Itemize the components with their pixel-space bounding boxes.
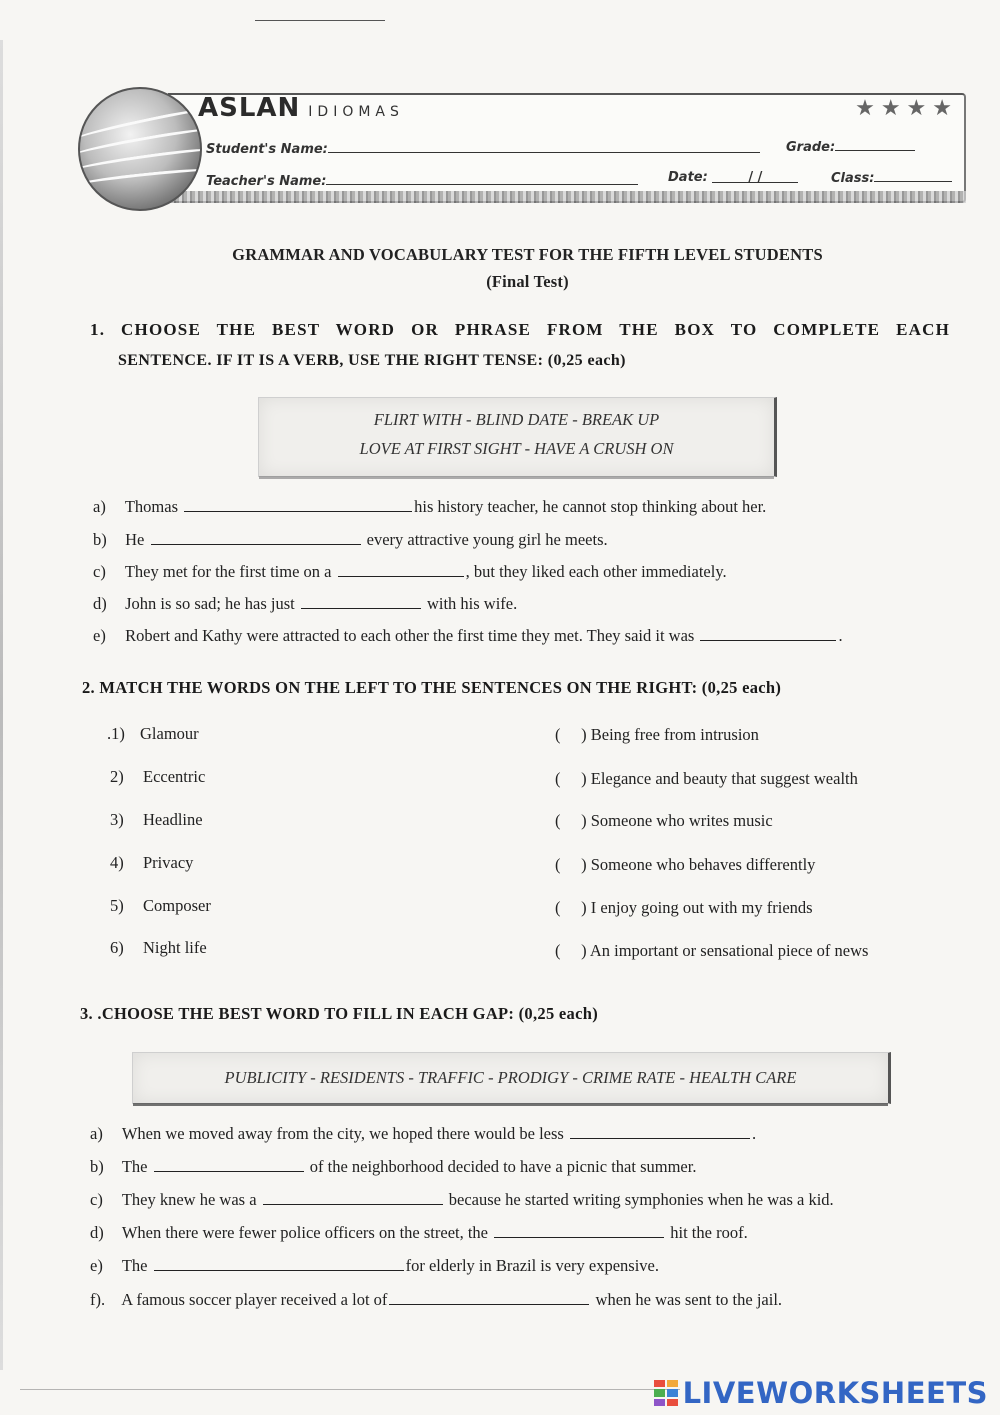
- answer-blank[interactable]: [301, 594, 421, 609]
- item-text-pre: A famous soccer player received a lot of: [121, 1290, 388, 1309]
- item-text-pre: Thomas: [124, 497, 178, 516]
- grade-field[interactable]: [786, 138, 915, 155]
- teacher-name-field[interactable]: [206, 172, 638, 189]
- s3-item-c: [90, 1190, 834, 1210]
- header-stripe: [168, 191, 966, 203]
- globe-logo-icon: [78, 87, 202, 211]
- student-name-line[interactable]: [328, 140, 760, 153]
- logo-square: [654, 1380, 665, 1387]
- class-field[interactable]: [831, 169, 952, 186]
- match-left-5: [110, 896, 211, 916]
- liveworksheets-watermark: [654, 1376, 988, 1410]
- match-answer-input[interactable]: ( ): [555, 855, 587, 874]
- match-word: Eccentric: [143, 767, 206, 786]
- s3-item-f: [90, 1290, 782, 1310]
- s1-item-e: [93, 626, 843, 646]
- answer-blank[interactable]: [263, 1190, 443, 1205]
- logo-square: [667, 1389, 678, 1396]
- item-text-post: hit the roof.: [670, 1223, 748, 1242]
- match-answer-input[interactable]: ( ): [555, 769, 587, 788]
- item-text-pre: When we moved away from the city, we hoped there would be less: [121, 1124, 564, 1143]
- answer-blank[interactable]: [570, 1124, 750, 1139]
- match-definition: Someone who writes music: [590, 811, 773, 830]
- item-label: f).: [90, 1290, 106, 1309]
- s3-item-b: [90, 1157, 696, 1177]
- class-label: Class:: [831, 171, 875, 186]
- match-left-6: [110, 938, 207, 958]
- match-word: Composer: [143, 896, 211, 915]
- item-text-post: because he started writing symphonies when he was a kid.: [448, 1190, 834, 1209]
- match-word: Night life: [143, 938, 207, 957]
- student-name-label: Student's Name:: [206, 142, 328, 157]
- brand-subtitle: IDIOMAS: [308, 104, 404, 120]
- match-word: Privacy: [143, 853, 194, 872]
- section1-word-box: [258, 397, 777, 477]
- match-definition: Being free from intrusion: [590, 725, 759, 744]
- answer-blank[interactable]: [700, 626, 836, 641]
- date-line[interactable]: / /: [712, 170, 798, 183]
- section3-word-box: PUBLICITY - RESIDENTS - TRAFFIC - PRODIGY - CRIME RATE - HEALTH CARE: [132, 1052, 891, 1104]
- match-right-6: [555, 941, 868, 961]
- s3-item-a: [90, 1124, 756, 1144]
- match-num: 3): [110, 810, 124, 829]
- rating-stars-icon: ★★★★: [855, 95, 958, 120]
- match-right-1: [555, 725, 759, 745]
- item-text-post: , but they liked each other immediately.: [465, 562, 727, 581]
- date-label: Date:: [668, 170, 708, 185]
- item-label: c): [90, 1190, 103, 1209]
- item-text-pre: Robert and Kathy were attracted to each other the first time they met. They said it was: [125, 626, 695, 645]
- grade-label: Grade:: [786, 140, 836, 155]
- section2-title: 2. MATCH THE WORDS ON THE LEFT TO THE SENTENCES ON THE RIGHT: (0,25 each): [82, 678, 782, 697]
- match-word: Headline: [143, 810, 203, 829]
- item-label: e): [90, 1256, 103, 1275]
- s3-item-e: [90, 1256, 659, 1276]
- word-box-line-1: FLIRT WITH - BLIND DATE - BREAK UP: [373, 410, 660, 429]
- liveworksheets-wordmark: LIVEWORKSHEETS: [682, 1376, 988, 1410]
- liveworksheets-logo-icon: [654, 1380, 678, 1406]
- match-num: 2): [110, 767, 124, 786]
- item-text-post: when he was sent to the jail.: [595, 1290, 783, 1309]
- item-text-post: .: [838, 626, 843, 645]
- item-label: b): [90, 1157, 104, 1176]
- item-text-post: for elderly in Brazil is very expensive.: [405, 1256, 659, 1275]
- item-text-pre: The: [121, 1256, 148, 1275]
- class-line[interactable]: [874, 169, 952, 182]
- match-num: 4): [110, 853, 124, 872]
- grade-line[interactable]: [835, 138, 915, 151]
- test-title: GRAMMAR AND VOCABULARY TEST FOR THE FIFTH LEVEL STUDENTS: [232, 245, 823, 264]
- match-answer-input[interactable]: ( ): [555, 941, 587, 960]
- item-label: a): [93, 497, 106, 516]
- answer-blank[interactable]: [154, 1157, 304, 1172]
- item-label: a): [90, 1124, 103, 1143]
- match-right-4: [555, 855, 815, 875]
- teacher-name-line[interactable]: [326, 172, 638, 185]
- item-label: c): [93, 562, 106, 581]
- test-subtitle: (Final Test): [486, 272, 569, 291]
- item-text-pre: They met for the first time on a: [124, 562, 332, 581]
- item-text-pre: When there were fewer police officers on the street, the: [121, 1223, 489, 1242]
- top-rule: [255, 20, 385, 21]
- item-text-pre: They knew he was a: [121, 1190, 257, 1209]
- match-num: .1): [107, 724, 125, 743]
- teacher-name-label: Teacher's Name:: [206, 174, 327, 189]
- match-definition: An important or sensational piece of news: [589, 941, 869, 960]
- match-right-2: [555, 769, 858, 789]
- item-label: d): [90, 1223, 104, 1242]
- brand-logo: [198, 93, 404, 123]
- answer-blank[interactable]: [151, 530, 361, 545]
- date-field[interactable]: [668, 170, 798, 185]
- s1-item-a: [93, 497, 766, 517]
- item-text-pre: He: [125, 530, 145, 549]
- word-box-line-2: LOVE AT FIRST SIGHT - HAVE A CRUSH ON: [359, 439, 674, 458]
- answer-blank[interactable]: [338, 562, 464, 577]
- match-num: 5): [110, 896, 124, 915]
- s1-item-d: [93, 594, 517, 614]
- student-name-field[interactable]: [206, 140, 760, 157]
- match-definition: Elegance and beauty that suggest wealth: [590, 769, 858, 788]
- item-label: d): [93, 594, 107, 613]
- item-text-post: .: [751, 1124, 757, 1143]
- match-left-2: [110, 767, 205, 787]
- match-right-5: [555, 898, 813, 918]
- match-left-1: [107, 724, 199, 744]
- bottom-rule: [20, 1389, 680, 1390]
- item-text-post: his history teacher, he cannot stop thinking about her.: [414, 497, 767, 516]
- logo-square: [654, 1389, 665, 1396]
- section1-title-cont: SENTENCE. IF IT IS A VERB, USE THE RIGHT TENSE: (0,25 each): [118, 352, 626, 369]
- answer-blank[interactable]: [389, 1290, 589, 1305]
- school-header: [78, 87, 966, 209]
- match-right-3: [555, 811, 773, 831]
- item-text-post: every attractive young girl he meets.: [366, 530, 608, 549]
- item-text-pre: John is so sad; he has just: [125, 594, 295, 613]
- section3-title: 3. .CHOOSE THE BEST WORD TO FILL IN EACH GAP: (0,25 each): [80, 1004, 598, 1023]
- match-answer-input[interactable]: ( ): [555, 811, 587, 830]
- item-text-post: with his wife.: [426, 594, 518, 613]
- match-word: Glamour: [140, 724, 199, 743]
- match-answer-input[interactable]: ( ): [555, 898, 587, 917]
- page-edge-shadow: [0, 40, 3, 1370]
- section1-title: 1. CHOOSE THE BEST WORD OR PHRASE FROM THE BOX TO COMPLETE EACH: [90, 320, 950, 339]
- match-answer-input[interactable]: ( ): [555, 725, 587, 744]
- logo-square: [667, 1399, 678, 1406]
- s1-item-c: [93, 562, 727, 582]
- match-definition: I enjoy going out with my friends: [590, 898, 813, 917]
- s1-item-b: [93, 530, 608, 550]
- answer-blank[interactable]: [154, 1256, 404, 1271]
- answer-blank[interactable]: [184, 497, 412, 512]
- answer-blank[interactable]: [494, 1223, 664, 1238]
- logo-square: [654, 1399, 665, 1406]
- match-left-4: [110, 853, 193, 873]
- match-left-3: [110, 810, 203, 830]
- match-definition: Someone who behaves differently: [590, 855, 816, 874]
- item-text-post: of the neighborhood decided to have a picnic that summer.: [309, 1157, 697, 1176]
- item-label: b): [93, 530, 107, 549]
- s3-item-d: [90, 1223, 748, 1243]
- match-num: 6): [110, 938, 124, 957]
- logo-square: [667, 1380, 678, 1387]
- item-text-pre: The: [121, 1157, 148, 1176]
- item-label: e): [93, 626, 106, 645]
- brand-name: ASLAN: [198, 93, 301, 123]
